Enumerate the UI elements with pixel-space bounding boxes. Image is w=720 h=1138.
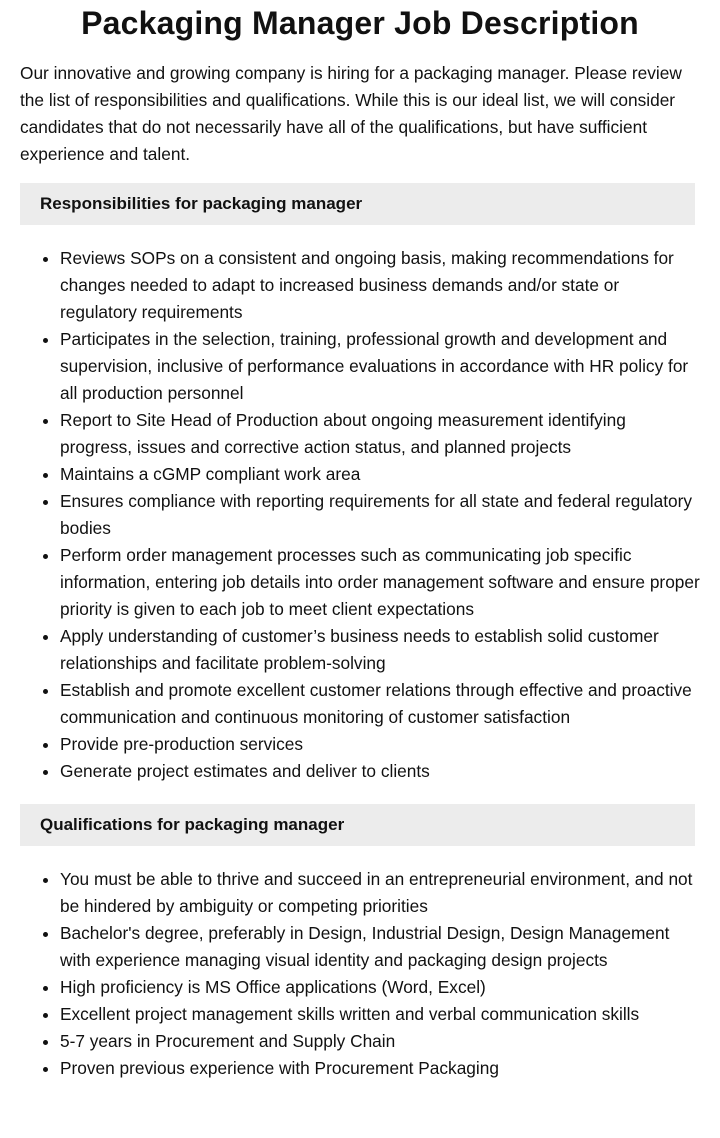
qualifications-list	[0, 866, 700, 1082]
qualifications-heading: Qualifications for packaging manager	[20, 804, 695, 846]
list-item: • Participates in the selection, training, professional growth and development and supervision, inclusive of performance evaluations in accordance with HR policy for all production personnel	[60, 326, 700, 407]
list-item: • Apply understanding of customer’s business needs to establish solid customer relationships and facilitate problem-solving	[60, 623, 700, 677]
responsibilities-heading: Responsibilities for packaging manager	[20, 183, 695, 225]
list-item: • Generate project estimates and deliver to clients	[60, 758, 700, 785]
list-item: • Ensures compliance with reporting requirements for all state and federal regulatory bodies	[60, 488, 700, 542]
intro-paragraph: Our innovative and growing company is hiring for a packaging manager. Please review the list of responsibilities and qualifications. While this is our ideal list, we will consider candidates that do not necessarily have all of the qualifications, but have sufficient experience and talent.	[20, 63, 682, 164]
list-item: • Proven previous experience with Procurement Packaging	[60, 1055, 700, 1082]
list-item: • Provide pre-production services	[60, 731, 700, 758]
list-item: • Excellent project management skills written and verbal communication skills	[60, 1001, 700, 1028]
list-item: • Bachelor's degree, preferably in Design, Industrial Design, Design Management with experience managing visual identity and packaging design projects	[60, 920, 700, 974]
list-item: • Perform order management processes such as communicating job specific information, entering job details into order management software and ensure proper priority is given to each job to meet client expectations	[60, 542, 700, 623]
list-item: • Report to Site Head of Production about ongoing measurement identifying progress, issues and corrective action status, and planned projects	[60, 407, 700, 461]
list-item: • Establish and promote excellent customer relations through effective and proactive communication and continuous monitoring of customer satisfaction	[60, 677, 700, 731]
list-item: • 5-7 years in Procurement and Supply Chain	[60, 1028, 700, 1055]
list-item: • Reviews SOPs on a consistent and ongoing basis, making recommendations for changes needed to adapt to increased business demands and/or state or regulatory requirements	[60, 245, 700, 326]
responsibilities-list	[0, 245, 700, 785]
list-item: • High proficiency is MS Office applications (Word, Excel)	[60, 974, 700, 1001]
list-item: • You must be able to thrive and succeed in an entrepreneurial environment, and not be hindered by ambiguity or competing priorities	[60, 866, 700, 920]
list-item: • Maintains a cGMP compliant work area	[60, 461, 700, 488]
page-title: Packaging Manager Job Description	[81, 5, 639, 41]
